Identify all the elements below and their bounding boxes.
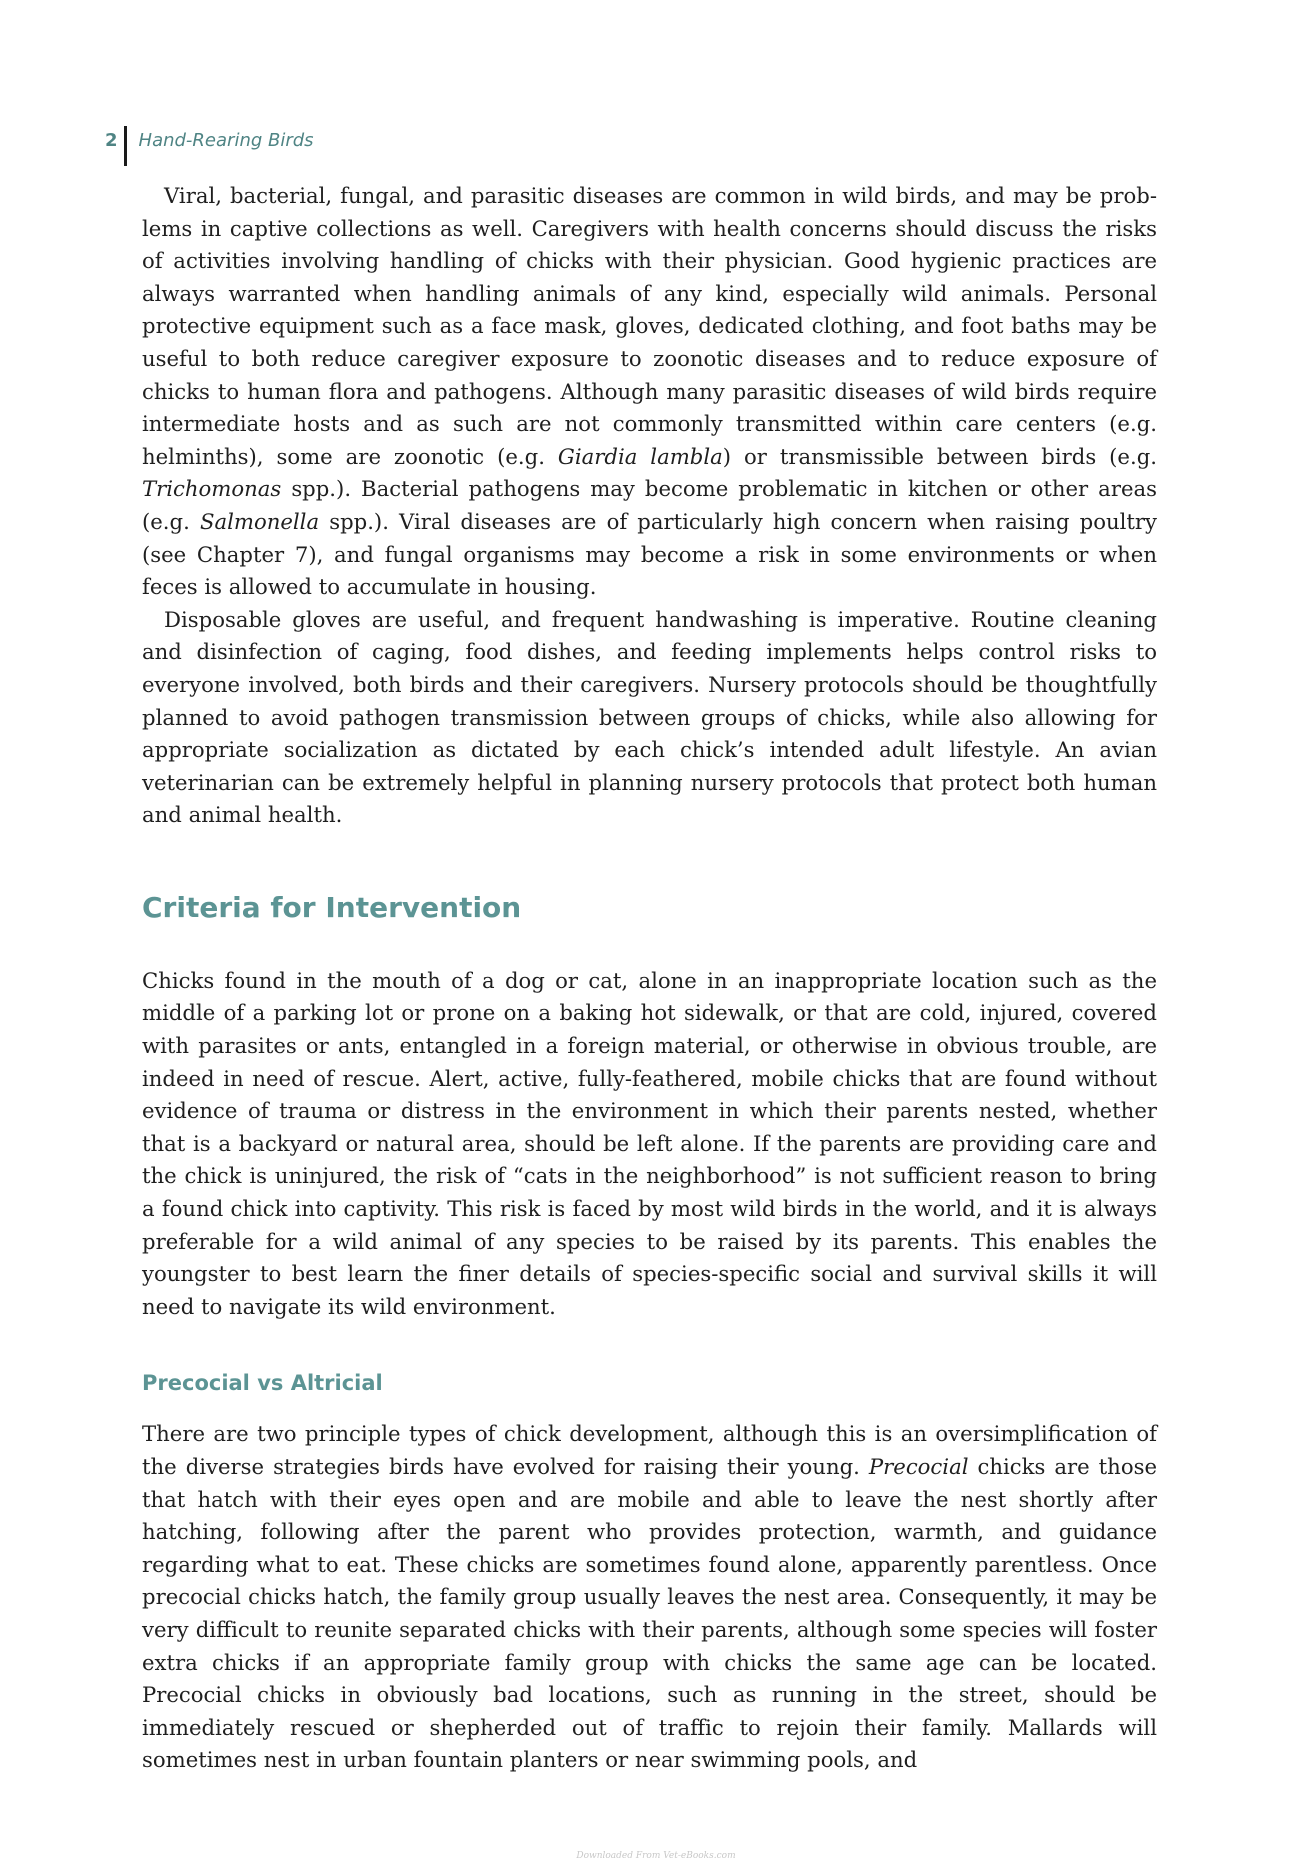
- running-head: [105, 126, 314, 166]
- section-heading: Criteria for Intervention: [142, 890, 522, 924]
- italic-species-name: Salmonella: [199, 508, 320, 534]
- italic-species-name: Trichomonas: [142, 476, 282, 502]
- text-run: spp.). Viral diseases are of particularly high concern when raising poultry (see Chapter 7), and fungal organisms may become a risk in some environments or when feces is allowed to accumulate in housing.: [142, 508, 1157, 600]
- text-run: spp.). Bacterial pathogens may become problematic in kitchen or other areas (e.g.: [142, 476, 1157, 534]
- subsection-heading: Precocial vs Altricial: [142, 1371, 383, 1396]
- page-body: [142, 180, 1157, 1777]
- text-run: Viral, bacterial, fungal, and parasitic diseases are common in wild birds, and may be problems in captive collections as well. Caregivers with health concerns should discuss the risks of activities involving handling of chicks with their physician. Good hygienic practices are always warranted when handling animals of any kind, especially wild animals. Personal protective equipment such as a face mask, gloves, dedicated clothing, and foot baths may be useful to both reduce caregiver exposure to zoonotic diseases and to reduce exposure of chicks to human flora and pathogens. Although many parasitic diseases of wild birds require intermediate hosts and as such are not commonly transmitted within care centers (e.g. helminths), some are zoonotic (e.g.: [142, 183, 1157, 469]
- page-number: 2: [105, 130, 118, 151]
- italic-term: Precocial: [868, 1454, 969, 1479]
- header-rule: [124, 126, 127, 166]
- running-title: Hand-Rearing Birds: [138, 130, 314, 151]
- italic-species-name: Giardia lambla: [557, 443, 723, 469]
- text-run: ) or transmissible between birds (e.g.: [722, 443, 1157, 469]
- paragraph-intervention: Chicks found in the mouth of a dog or cat, alone in an inappropriate location such as the middle of a parking lot or prone on a baking hot sidewalk, or that are cold, injured, covered with parasites or ants, entangled in a foreign material, or otherwise in obvious trouble, are indeed in need of rescue. Alert, active, fully-feathered, mobile chicks that are found without evidence of trauma or distress in the environment in which their parents nested, whether that is a backyard or natural area, should be left alone. If the parents are providing care and the chick is uninjured, the risk of “cats in the neighborhood” is not sufficient reason to bring a found chick into captivity. This risk is faced by most wild birds in the world, and it is always preferable for a wild animal of any species to be raised by its parents. This enables the youngster to best learn the finer details of species-specific social and survival skills it will need to navigate its wild environment.: [142, 967, 1157, 1319]
- text-run: There are two principle types of chick development, although this is an oversimplification of the diverse strategies birds have evolved for raising their young.: [142, 1421, 1157, 1479]
- paragraph-hygiene: Disposable gloves are useful, and frequent handwashing is imperative. Routine cleaning and disinfection of caging, food dishes, and feeding implements helps control risks to everyone involved, both birds and their caregivers. Nursery protocols should be thoughtfully planned to avoid pathogen transmission between groups of chicks, while also allowing for appropriate socialization as dictated by each chick’s intended adult lifestyle. An avian veterinarian can be extremely helpful in planning nursery protocols that protect both human and animal health.: [142, 606, 1157, 828]
- footer-watermark: Downloaded From Vet-eBooks.com: [576, 1851, 736, 1861]
- paragraph-chick-development: [142, 1418, 1157, 1777]
- paragraph-disease-risks: [142, 180, 1157, 604]
- text-run: chicks are those that hatch with their eyes open and are mobile and able to leave the nest shortly after hatching, following after the parent who provides protection, warmth, and guidance regarding what to eat. These chicks are sometimes found alone, apparently parentless. Once precocial chicks hatch, the family group usually leaves the nest area. Consequently, it may be very difficult to reunite separated chicks with their parents, although some species will foster extra chicks if an appropriate family group with chicks the same age can be located. Precocial chicks in obviously bad locations, such as running in the street, should be immediately rescued or shepherded out of traffic to rejoin their family. Mallards will sometimes nest in urban fountain planters or near swimming pools, and: [142, 1454, 1157, 1773]
